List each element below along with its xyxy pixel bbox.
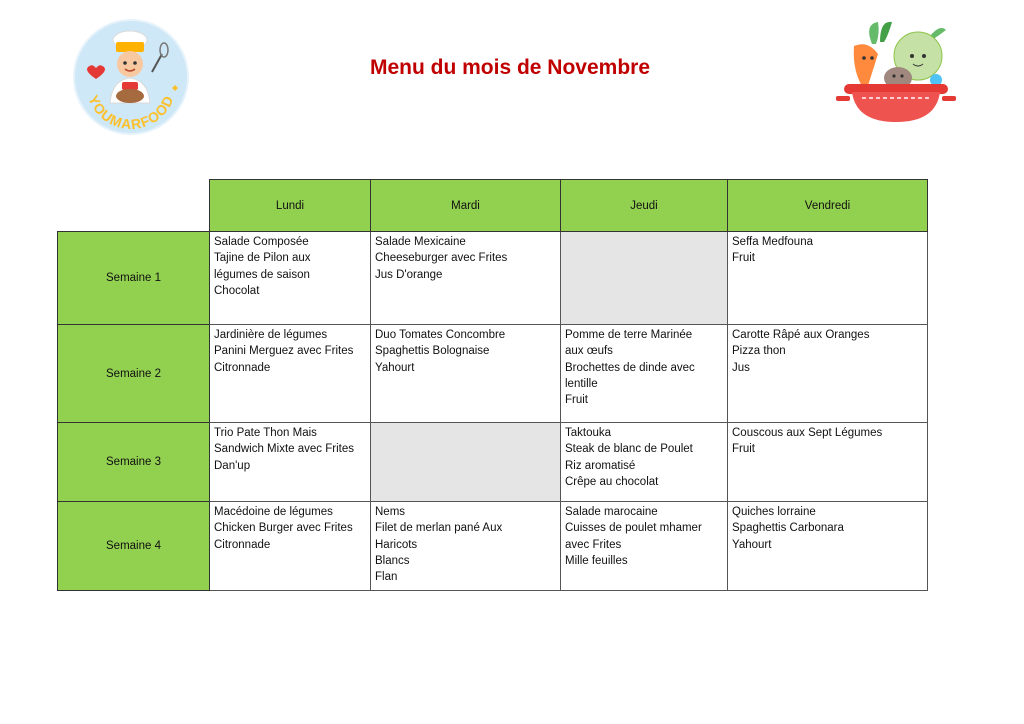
- menu-table: [57, 179, 928, 591]
- menu-item: Couscous aux Sept Légumes: [732, 427, 883, 439]
- menu-item: Duo Tomates Concombre: [375, 329, 506, 341]
- menu-item: Citronnade: [214, 361, 271, 374]
- menu-cell-jeudi: [561, 502, 728, 591]
- menu-item: Salade Mexicaine: [375, 236, 466, 248]
- vegetable-pot-icon: [832, 14, 956, 128]
- menu-cell-mardi: [371, 325, 561, 423]
- menu-item: Steak de blanc de Poulet: [565, 443, 693, 456]
- menu-cell-vendredi: [728, 502, 928, 591]
- page-title: Menu du mois de Novembre: [369, 56, 651, 79]
- menu-item: Yahourt: [375, 361, 415, 374]
- menu-cell-jeudi: [561, 325, 728, 423]
- menu-item: Mille feuilles: [565, 554, 628, 567]
- menu-cell-lundi: [210, 502, 371, 591]
- menu-item: Fruit: [565, 394, 588, 407]
- menu-item: Fruit: [732, 252, 755, 265]
- menu-item: avec Frites: [565, 538, 622, 551]
- menu-item: Haricots: [375, 538, 418, 551]
- week-row: [58, 325, 928, 423]
- menu-item: Nems: [375, 506, 406, 518]
- day-header-vendredi: Vendredi: [728, 180, 928, 232]
- menu-item: Carotte Râpé aux Oranges: [732, 329, 870, 341]
- menu-item: Blancs: [375, 554, 410, 567]
- menu-item: Dan'up: [214, 459, 251, 472]
- menu-item: Macédoine de légumes: [214, 506, 333, 518]
- menu-cell-lundi: [210, 423, 371, 502]
- menu-item: Citronnade: [214, 538, 271, 551]
- menu-item: Salade Composée: [214, 236, 309, 248]
- menu-item: Yahourt: [732, 538, 772, 551]
- corner-cell: [58, 180, 210, 232]
- day-header-lundi: Lundi: [210, 180, 371, 232]
- menu-item: Trio Pate Thon Mais: [214, 427, 317, 439]
- menu-item: Taktouka: [565, 427, 612, 439]
- menu-item: légumes de saison: [214, 268, 310, 281]
- menu-item: Fruit: [732, 443, 755, 456]
- menu-cell-mardi: [371, 423, 561, 502]
- menu-item: Sandwich Mixte avec Frites: [214, 443, 354, 456]
- menu-item: Crêpe au chocolat: [565, 475, 659, 488]
- youmarfood-logo: [72, 18, 190, 136]
- day-header-row: [58, 180, 928, 232]
- menu-cell-vendredi: [728, 423, 928, 502]
- menu-cell-mardi: [371, 502, 561, 591]
- menu-item: Jardinière de légumes: [214, 329, 328, 341]
- menu-item: Chicken Burger avec Frites: [214, 522, 353, 535]
- menu-item: Pizza thon: [732, 345, 786, 358]
- week-label: Semaine 4: [58, 502, 210, 591]
- menu-item: Quiches lorraine: [732, 506, 816, 518]
- week-label: Semaine 1: [58, 232, 210, 325]
- menu-item: Pomme de terre Marinée: [565, 329, 693, 341]
- menu-item: Spaghettis Bolognaise: [375, 345, 490, 358]
- week-label: Semaine 3: [58, 423, 210, 502]
- week-label: Semaine 2: [58, 325, 210, 423]
- menu-cell-lundi: [210, 325, 371, 423]
- week-row: [58, 423, 928, 502]
- menu-item: Tajine de Pilon aux: [214, 252, 311, 265]
- week-row: [58, 502, 928, 591]
- menu-cell-jeudi: [561, 232, 728, 325]
- menu-item: Cheeseburger avec Frites: [375, 252, 508, 265]
- menu-item: Cuisses de poulet mhamer: [565, 522, 702, 535]
- menu-item: Jus: [732, 361, 750, 374]
- menu-cell-vendredi: [728, 232, 928, 325]
- menu-item: Flan: [375, 571, 398, 584]
- menu-item: Spaghettis Carbonara: [732, 522, 844, 535]
- week-row: [58, 232, 928, 325]
- menu-item: aux œufs: [565, 345, 613, 358]
- menu-cell-lundi: [210, 232, 371, 325]
- menu-item: lentille: [565, 377, 598, 390]
- menu-item: Jus D'orange: [375, 268, 443, 281]
- menu-item: Riz aromatisé: [565, 459, 636, 472]
- menu-cell-vendredi: [728, 325, 928, 423]
- logo-text: YOUMARFOOD: [85, 92, 177, 133]
- svg-text:YOUMARFOOD: [85, 93, 177, 133]
- menu-cell-jeudi: [561, 423, 728, 502]
- menu-item: Salade marocaine: [565, 506, 658, 518]
- day-header-mardi: Mardi: [371, 180, 561, 232]
- menu-item: Filet de merlan pané Aux: [375, 522, 503, 535]
- menu-item: Seffa Medfouna: [732, 236, 813, 248]
- menu-item: Chocolat: [214, 284, 260, 297]
- menu-item: Brochettes de dinde avec: [565, 361, 695, 374]
- menu-cell-mardi: [371, 232, 561, 325]
- menu-item: Panini Merguez avec Frites: [214, 345, 354, 358]
- day-header-jeudi: Jeudi: [561, 180, 728, 232]
